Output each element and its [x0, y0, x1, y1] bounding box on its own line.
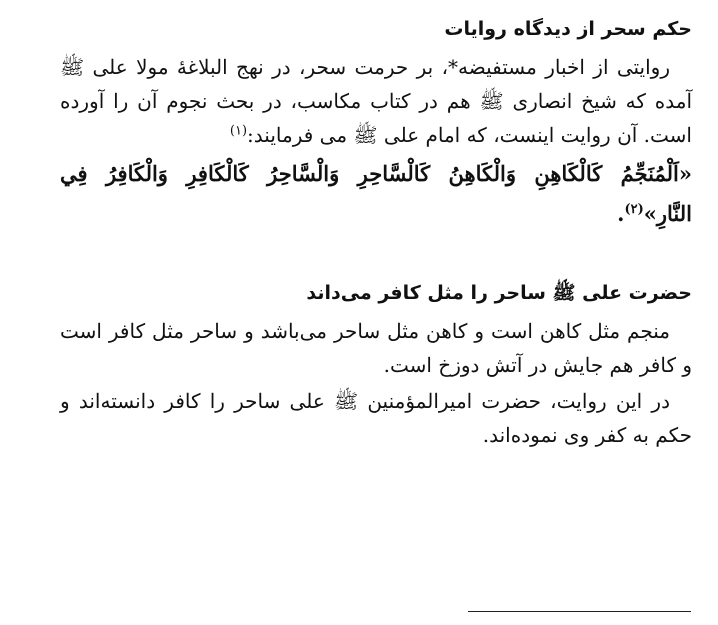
- quote-period: .: [617, 201, 625, 226]
- paragraph-narration-intro: [60, 50, 692, 152]
- paragraph-conclusion: در این روایت، حضرت امیرالمؤمنین ﷺ علی ساحر را کافر دانسته‌اند و حکم به کفر وی نموده‌اند.: [60, 389, 692, 447]
- hadith-quote: [60, 154, 692, 234]
- footnote-marker-1: (۱): [229, 123, 248, 139]
- footnote-marker-2: (۲): [624, 202, 644, 217]
- section-heading-sorcery-ruling: حکم سحر از دیدگاه روایات: [444, 18, 692, 40]
- paragraph-translation: منجم مثل کاهن است و کاهن مثل ساحر می‌باشد و ساحر مثل کافر است و کافر هم جایش در آتش دوزخ است.: [60, 319, 692, 377]
- paragraph-text: روایتی از اخبار مستفیضه*، بر حرمت سحر، در نهج البلاغهٔ مولا علی ﷺ آمده که شیخ انصاری ﷺ هم در کتاب مکاسب، در بحث نجوم آن را آورده است. آن روایت اینست، که امام علی ﷺ می فرمایند:: [60, 55, 692, 147]
- section-heading-ali-sorcerer: حضرت علی ﷺ ساحر را مثل کافر می‌داند: [306, 282, 692, 304]
- hadith-text: «اَلْمُنَجِّمُ كَالْكَاهِنِ وَالْكَاهِنُ كَالْسَّاحِرِ وَالْسَّاحِرُ كَالْكَافِرِ وَالْكَافِرُ فِي النَّارِ»: [60, 161, 692, 226]
- footnote-divider: [468, 611, 691, 612]
- book-page: [60, 14, 692, 452]
